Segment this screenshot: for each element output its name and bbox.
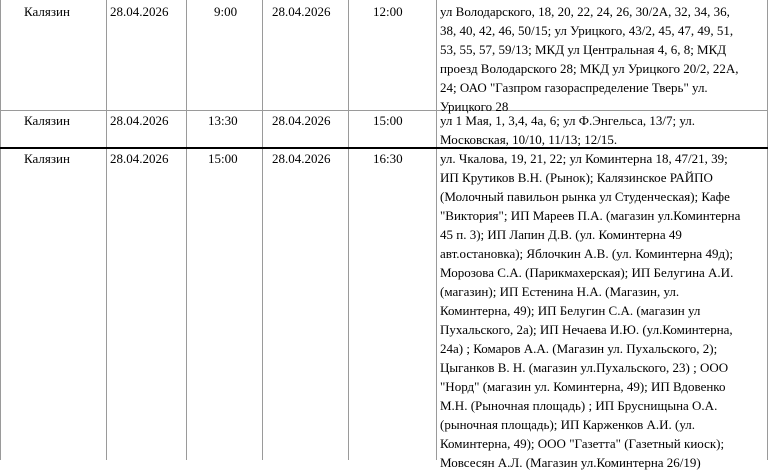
column-border — [106, 0, 107, 460]
column-border — [348, 0, 349, 460]
time-start-cell[interactable]: 13:30 — [208, 113, 238, 128]
date-end-cell[interactable]: 28.04.2026 — [272, 151, 331, 166]
time-end-cell[interactable]: 16:30 — [373, 151, 403, 166]
column-border — [262, 0, 263, 460]
column-border — [0, 0, 1, 460]
addresses-cell[interactable]: ул 1 Мая, 1, 3,4, 4а, 6; ул Ф.Энгельса, 13/7; ул. Московская, 10/10, 11/13; 12/15. — [440, 113, 696, 147]
time-end-cell[interactable]: 15:00 — [373, 113, 403, 128]
time-end-cell[interactable]: 12:00 — [373, 4, 403, 19]
date-end-cell[interactable]: 28.04.2026 — [272, 113, 331, 128]
time-start-cell[interactable]: 9:00 — [214, 4, 238, 19]
date-start-cell[interactable]: 28.04.2026 — [110, 4, 169, 19]
city-cell[interactable]: Калязин — [24, 113, 70, 128]
column-border — [186, 0, 187, 460]
city-cell[interactable]: Калязин — [24, 4, 70, 19]
city-cell[interactable]: Калязин — [24, 151, 70, 166]
addresses-cell[interactable]: ул Володарского, 18, 20, 22, 24, 26, 30/2А, 32, 34, 36, 38, 40, 42, 46, 50/15; ул Урицкого, 43/2, 45, 47, 49, 51, 53, 55, 57, 59/13; МКД ул Центральная 4, 6, 8; МКД проезд Володарского 28; МКД ул Урицкого 20/2, 22А, 24; ОАО "Газпром газораспределение Тверь" ул. Урицкого 28 — [440, 4, 739, 114]
date-end-cell[interactable]: 28.04.2026 — [272, 4, 331, 19]
time-start-cell[interactable]: 15:00 — [208, 151, 238, 166]
column-border — [436, 0, 437, 460]
addresses-cell[interactable]: ул. Чкалова, 19, 21, 22; ул Коминтерна 18, 47/21, 39; ИП Крутиков В.Н. (Рынок); Калязинское РАЙПО (Молочный павильон рынка ул Студенческая); Кафе "Виктория"; ИП Мареев П.А. (магазин ул.Коминтерна 45 п. 3); ИП Лапин Д.В. (ул. Коминтерна 49 авт.остановка); Яблочкин А.В. (ул. Коминтерна 49д); Морозова С.А. (Парикмахерская); ИП Белугина А.И. (магазин); ИП Естенина Н.А. (Магазин, ул. Коминтерна, 49); ИП Белугин С.А. (магазин ул Пухальского, 2а); ИП Нечаева И.Ю. (ул.Коминтерна, 24а) ; Комаров А.А. (Магазин ул. Пухальского, 2); Цыганков В. Н. (магазин ул.Пухальского, 23) ; ООО "Норд" (магазин ул. Коминтерна, 49); ИП Вдовенко М.Н. (Рыночная площадь) ; ИП Бруснищына О.А. (рыночная площадь); ИП Карженков А.И. (ул. Коминтерна, 49); ООО "Газетта" (Газетный киоск); Мовсесян А.Л. (Магазин ул.Коминтерна 26/19) — [440, 151, 741, 470]
date-start-cell[interactable]: 28.04.2026 — [110, 151, 169, 166]
date-start-cell[interactable]: 28.04.2026 — [110, 113, 169, 128]
